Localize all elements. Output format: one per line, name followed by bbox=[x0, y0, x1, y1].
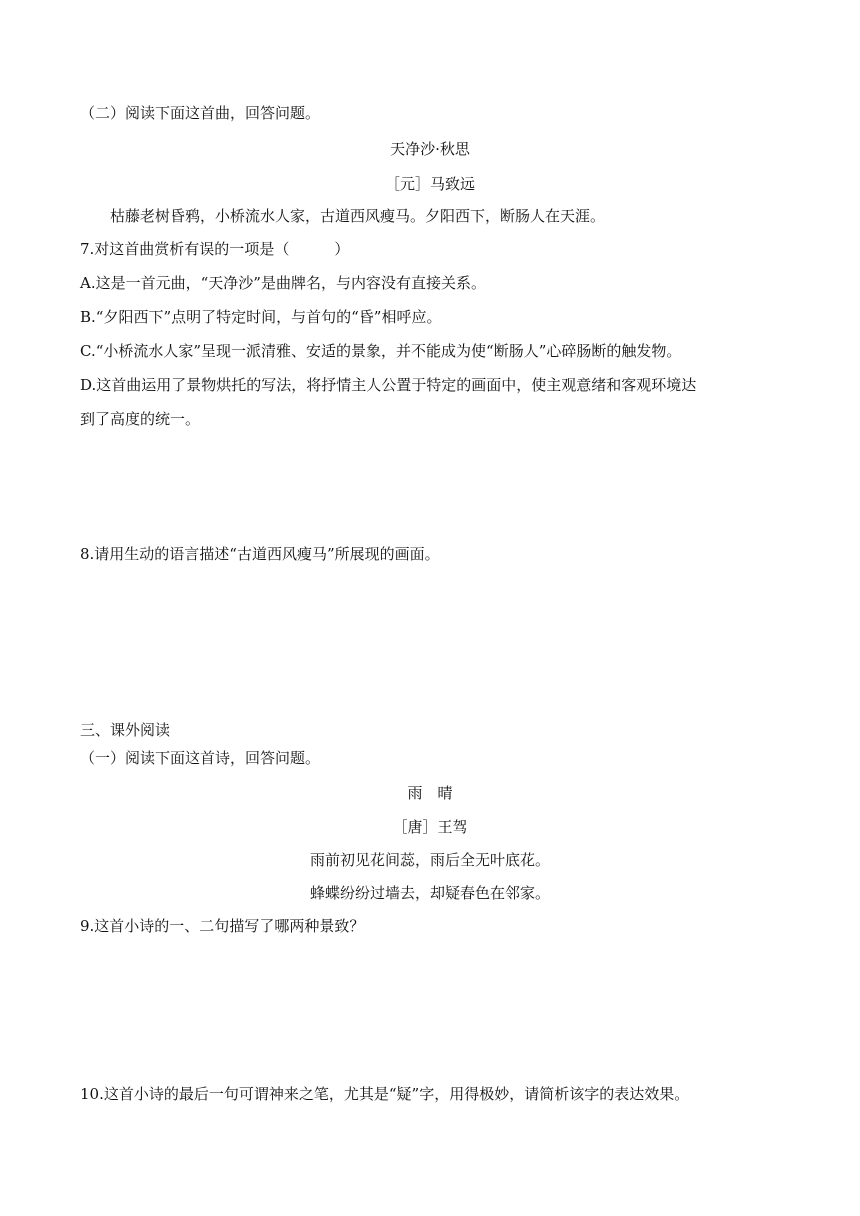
poem-1-author: ［元］马致远 bbox=[384, 175, 475, 193]
question-7-option-a: A.这是一首元曲，“天净沙”是曲牌名，与内容没有直接关系。 bbox=[80, 274, 486, 292]
poem-2-title: 雨 晴 bbox=[407, 784, 453, 802]
question-7-option-d-continued: 到了高度的统一。 bbox=[80, 410, 201, 428]
poem-2-line-1: 雨前初见花间蕊，雨后全无叶底花。 bbox=[309, 851, 550, 869]
part-3-sub-heading: （一）阅读下面这首诗，回答问题。 bbox=[80, 749, 321, 767]
question-7-option-d: D.这首曲运用了景物烘托的写法，将抒情主人公置于特定的画面中，使主观意绪和客观环境达 bbox=[80, 376, 697, 394]
question-8-stem: 8.请用生动的语言描述“古道西风瘦马”所展现的画面。 bbox=[80, 545, 440, 563]
question-7-option-c: C.“小桥流水人家”呈现一派清雅、安适的景象，并不能成为使“断肠人”心碎肠断的触发物。 bbox=[80, 342, 682, 360]
poem-1-title: 天净沙·秋思 bbox=[390, 140, 470, 158]
poem-2-author: ［唐］王驾 bbox=[392, 818, 468, 836]
question-9-stem: 9.这首小诗的一、二句描写了哪两种景致？ bbox=[80, 917, 365, 935]
poem-1-text: 枯藤老树昏鸦，小桥流水人家，古道西风瘦马。夕阳西下，断肠人在天涯。 bbox=[110, 207, 606, 225]
question-7-option-b: B.“夕阳西下”点明了特定时间，与首句的“昏”相呼应。 bbox=[80, 308, 442, 326]
poem-2-line-2: 蜂蝶纷纷过墙去，却疑春色在邻家。 bbox=[309, 884, 550, 902]
section-2-heading: （二）阅读下面这首曲，回答问题。 bbox=[80, 104, 321, 122]
part-3-heading: 三、课外阅读 bbox=[80, 721, 171, 739]
question-10-stem: 10.这首小诗的最后一句可谓神来之笔，尤其是“疑”字，用得极妙，请简析该字的表达效果。 bbox=[80, 1085, 690, 1103]
question-7-stem: 7.对这首曲赏析有误的一项是（ ） bbox=[80, 240, 350, 258]
